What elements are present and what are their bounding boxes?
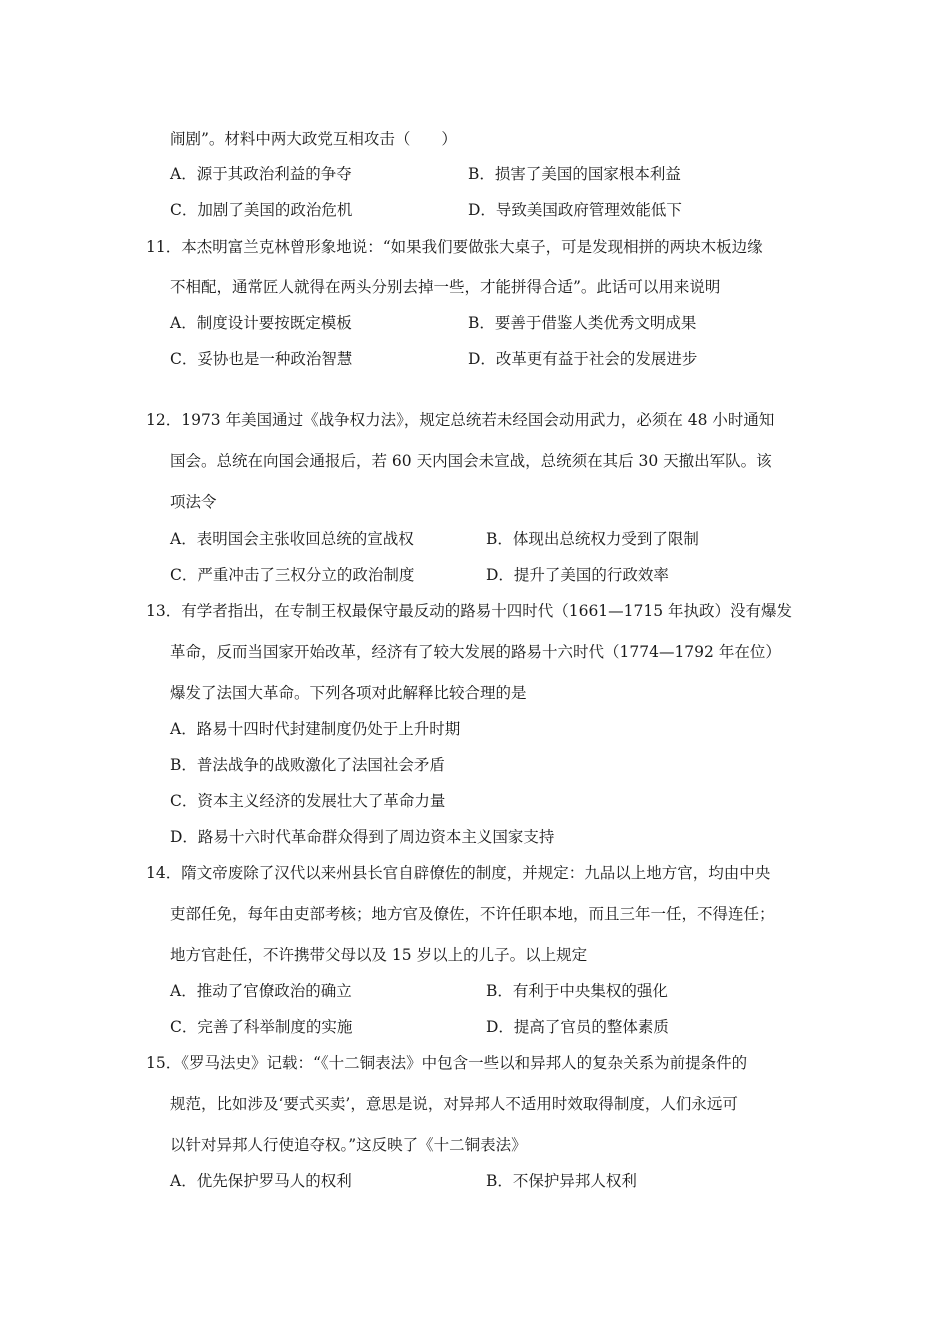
q14-stem-line-1: 14．隋文帝废除了汉代以来州县长官自辟僚佐的制度，并规定：九品以上地方官，均由中央 bbox=[146, 864, 771, 882]
q14-option-d: D．提高了官员的整体素质 bbox=[486, 1018, 669, 1036]
q15-stem-line-3: 以针对异邦人行使追夺权。”这反映了《十二铜表法》 bbox=[170, 1136, 527, 1154]
q14-option-a: A．推动了官僚政治的确立 bbox=[170, 982, 352, 1000]
q12-option-a: A．表明国会主张收回总统的宣战权 bbox=[170, 530, 414, 548]
q15-stem-line-2: 规范，比如涉及‘要式买卖’，意思是说，对异邦人不适用时效取得制度，人们永远可 bbox=[170, 1095, 738, 1113]
q10-option-c: C．加剧了美国的政治危机 bbox=[170, 201, 353, 219]
q15-stem-line-1: 15．《罗马法史》记载：“《十二铜表法》中包含一些以和异邦人的复杂关系为前提条件的 bbox=[146, 1054, 748, 1072]
q12-option-c: C．严重冲击了三权分立的政治制度 bbox=[170, 566, 415, 584]
q10-option-a: A．源于其政治利益的争夺 bbox=[170, 165, 352, 183]
q12-option-d: D．提升了美国的行政效率 bbox=[486, 566, 669, 584]
q10-option-d: D．导致美国政府管理效能低下 bbox=[468, 201, 682, 219]
q14-stem-line-2: 吏部任免，每年由吏部考核；地方官及僚佐，不许任职本地，而且三年一任，不得连任； bbox=[170, 905, 775, 923]
q13-option-b: B．普法战争的战败激化了法国社会矛盾 bbox=[170, 756, 445, 774]
q12-option-b: B．体现出总统权力受到了限制 bbox=[486, 530, 699, 548]
q13-option-a: A．路易十四时代封建制度仍处于上升时期 bbox=[170, 720, 461, 738]
q12-stem-line-1: 12．1973 年美国通过《战争权力法》，规定总统若未经国会动用武力，必须在 48 小时通知 bbox=[146, 411, 775, 429]
q13-option-c: C．资本主义经济的发展壮大了革命力量 bbox=[170, 792, 446, 810]
q11-option-a: A．制度设计要按既定模板 bbox=[170, 314, 352, 332]
q14-option-c: C．完善了科举制度的实施 bbox=[170, 1018, 353, 1036]
q11-stem-line-1: 11．本杰明富兰克林曾形象地说：“如果我们要做张大桌子，可是发现相拼的两块木板边缘 bbox=[146, 238, 763, 256]
q12-stem-line-2: 国会。总统在向国会通报后，若 60 天内国会未宣战，总统须在其后 30 天撤出军队。该 bbox=[170, 452, 772, 470]
q15-option-a: A．优先保护罗马人的权利 bbox=[170, 1172, 352, 1190]
q11-option-c: C．妥协也是一种政治智慧 bbox=[170, 350, 353, 368]
q14-option-b: B．有利于中央集权的强化 bbox=[486, 982, 668, 1000]
q11-option-b: B．要善于借鉴人类优秀文明成果 bbox=[468, 314, 697, 332]
q13-stem-line-1: 13．有学者指出，在专制王权最保守最反动的路易十四时代（1661—1715 年执政）没有爆发 bbox=[146, 602, 793, 620]
q11-stem-line-2: 不相配，通常匠人就得在两头分别去掉一些，才能拼得合适”。此话可以用来说明 bbox=[170, 278, 721, 296]
q12-stem-line-3: 项法令 bbox=[170, 493, 217, 511]
q13-stem-line-2: 革命，反而当国家开始改革，经济有了较大发展的路易十六时代（1774—1792 年在位） bbox=[170, 643, 781, 661]
q15-option-b: B．不保护异邦人权利 bbox=[486, 1172, 637, 1190]
q10-option-b: B．损害了美国的国家根本利益 bbox=[468, 165, 681, 183]
q14-stem-line-3: 地方官赴任，不许携带父母以及 15 岁以上的儿子。以上规定 bbox=[170, 946, 588, 964]
q11-option-d: D．改革更有益于社会的发展进步 bbox=[468, 350, 698, 368]
q13-stem-line-3: 爆发了法国大革命。下列各项对此解释比较合理的是 bbox=[170, 684, 527, 702]
q13-option-d: D．路易十六时代革命群众得到了周边资本主义国家支持 bbox=[170, 828, 555, 846]
q10-stem-cont: 闹剧”。材料中两大政党互相攻击（ ） bbox=[170, 130, 457, 148]
